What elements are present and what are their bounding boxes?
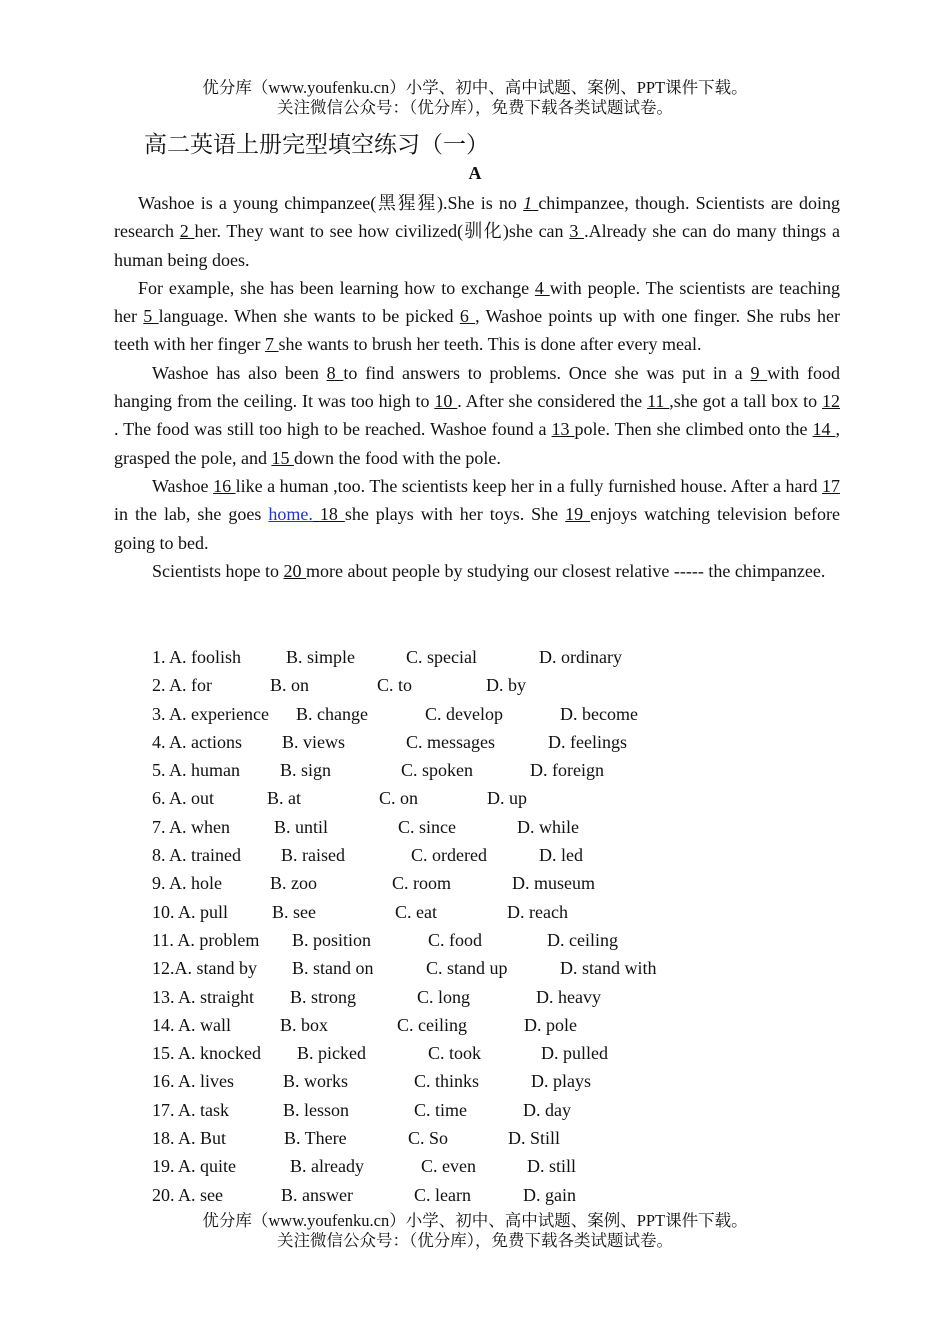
option-d: D. plays: [531, 1071, 591, 1092]
option-b: B. stand on: [292, 958, 374, 979]
option-a: 6. A. out: [152, 788, 215, 809]
option-row: [152, 671, 852, 699]
text: language. When she wants to be picked: [158, 306, 460, 327]
footer-line-2: 关注微信公众号：（优分库），免费下载各类试题试卷。: [277, 1231, 673, 1250]
text: Scientists hope to: [152, 560, 284, 581]
option-d: D. led: [539, 845, 583, 866]
option-a: 4. A. actions: [152, 731, 242, 752]
option-b: B. strong: [290, 986, 357, 1007]
option-d: D. while: [517, 816, 579, 837]
blank-1: 1: [523, 193, 539, 213]
option-c: C. on: [379, 788, 419, 809]
option-row: [152, 1181, 852, 1209]
paragraph-1: [114, 189, 840, 274]
option-row: [152, 643, 852, 671]
text: ,she got a tall box to: [669, 391, 823, 412]
blank-15: 15: [271, 447, 294, 468]
blank-8: 8: [326, 362, 344, 383]
option-c: C. room: [392, 873, 452, 894]
option-d: D. museum: [512, 873, 595, 894]
text: chimpanzee, though. Scientists are doing research: [114, 193, 841, 242]
option-row: [152, 1096, 852, 1124]
paragraph-5: [114, 557, 840, 585]
option-c: C. messages: [406, 731, 495, 752]
option-a: 11. A. problem: [152, 929, 260, 950]
text: with people. The scientists are teaching her: [114, 277, 841, 327]
section-label: A: [468, 163, 482, 183]
option-b: B. at: [267, 788, 301, 809]
text: Washoe is a young chimpanzee(黑猩猩).She is no: [138, 193, 524, 213]
option-d: D. pulled: [541, 1043, 608, 1064]
option-row: [152, 1152, 852, 1180]
cloze-passage: [114, 189, 840, 585]
blank-17: 17: [822, 475, 841, 496]
option-d: D. still: [527, 1156, 577, 1177]
option-row: [152, 813, 852, 841]
blank-19: 19: [565, 504, 591, 525]
option-a: 16. A. lives: [152, 1071, 235, 1092]
option-row: [152, 700, 852, 728]
option-a: 20. A. see: [152, 1184, 223, 1205]
option-b: B. box: [280, 1014, 329, 1035]
option-c: C. thinks: [414, 1071, 480, 1092]
page-title: 高二英语上册完型填空练习（一）: [144, 132, 489, 157]
option-row: [152, 1039, 852, 1067]
option-b: B. position: [292, 929, 372, 950]
option-row: [152, 898, 852, 926]
option-a: 9. A. hole: [152, 873, 222, 894]
text: . The food was still too high to be reached. Washoe found a: [114, 419, 552, 440]
option-d: D. feelings: [548, 731, 627, 752]
text: , grasped the pole, and: [114, 419, 840, 468]
option-b: B. change: [296, 703, 368, 724]
option-row: [152, 1011, 852, 1039]
option-c: C. ordered: [411, 845, 487, 866]
option-c: C. food: [428, 929, 482, 950]
text: .Already she can do many things a human being does.: [114, 221, 841, 270]
option-a: 1. A. foolish: [152, 647, 242, 667]
option-a: 5. A. human: [152, 760, 240, 781]
option-d: D. ceiling: [547, 929, 618, 950]
blank-6: 6: [459, 306, 476, 327]
answer-options: [152, 643, 852, 1209]
option-c: C. to: [377, 675, 413, 696]
blank-12: 12: [822, 391, 841, 412]
option-d: D. pole: [524, 1014, 577, 1035]
text: . After she considered the: [457, 391, 648, 412]
blank-16: 16: [213, 475, 236, 496]
option-a: 17. A. task: [152, 1099, 230, 1120]
option-a: 7. A. when: [152, 816, 230, 837]
option-a: 14. A. wall: [152, 1014, 231, 1035]
option-d: D. foreign: [530, 760, 604, 781]
option-c: C. since: [398, 816, 456, 837]
blank-5: 5: [143, 306, 159, 327]
option-d: D. heavy: [536, 986, 601, 1007]
option-b: B. simple: [286, 647, 356, 667]
option-c: C. long: [417, 986, 471, 1007]
option-a: 3. A. experience: [152, 703, 269, 724]
option-row: [152, 983, 852, 1011]
option-row: [152, 728, 852, 756]
blank-14: 14: [812, 419, 836, 440]
option-c: C. took: [428, 1043, 482, 1064]
option-b: B. see: [272, 901, 316, 922]
option-c: C. even: [421, 1156, 476, 1177]
option-d: D. reach: [507, 901, 568, 922]
option-a: 2. A. for: [152, 675, 212, 696]
text: Washoe has also been: [152, 362, 327, 383]
option-b: B. sign: [280, 760, 332, 781]
text: she plays with her toys. She: [344, 504, 566, 525]
home-link[interactable]: home.: [268, 504, 313, 525]
option-d: D. gain: [523, 1184, 576, 1205]
option-b: B. works: [283, 1071, 349, 1092]
option-b: B. raised: [281, 845, 345, 866]
option-c: C. special: [406, 647, 477, 667]
blank-10: 10: [434, 391, 458, 412]
option-a: 12.A. stand by: [152, 958, 257, 979]
option-a: 10. A. pull: [152, 901, 229, 922]
option-d: D. ordinary: [539, 647, 622, 667]
option-c: C. eat: [395, 901, 437, 922]
text: like a human ,too. The scientists keep her in a fully furnished house. After a hard: [235, 475, 823, 496]
option-a: 19. A. quite: [152, 1156, 236, 1177]
option-d: D. Still: [508, 1128, 561, 1149]
option-row: [152, 869, 852, 897]
paragraph-3: [114, 359, 840, 472]
option-b: B. views: [282, 731, 345, 752]
option-row: [152, 926, 852, 954]
option-a: 15. A. knocked: [152, 1043, 261, 1064]
text: down the food with the pole.: [293, 447, 501, 468]
text: pole. Then she climbed onto the: [574, 419, 813, 440]
header-line-1: 优分库（www.youfenku.cn）小学、初中、高中试题、案例、PPT课件下载。: [202, 78, 748, 97]
blank-13: 13: [551, 419, 575, 440]
blank-11: 11: [647, 391, 670, 412]
option-b: B. until: [274, 816, 329, 837]
text: For example, she has been learning how to exchange: [138, 277, 535, 298]
text: she wants to brush her teeth. This is done after every meal.: [278, 334, 702, 355]
paragraph-4: [114, 472, 840, 557]
text: more about people by studying our closest relative ----- the chimpanzee.: [306, 560, 826, 581]
blank-4: 4: [534, 277, 550, 298]
option-row: [152, 784, 852, 812]
option-row: [152, 1067, 852, 1095]
text: enjoys watching television before going to bed.: [114, 504, 840, 553]
option-row: [152, 756, 852, 784]
option-b: B. answer: [281, 1184, 353, 1205]
text: with food hanging from the ceiling. It was too high to: [114, 362, 840, 412]
option-a: 13. A. straight: [152, 986, 254, 1007]
blank-20: 20: [283, 560, 306, 581]
header-line-2: 关注微信公众号：（优分库），免费下载各类试题试卷。: [277, 98, 673, 117]
blank-3: 3: [569, 221, 585, 242]
footer-line-1: 优分库（www.youfenku.cn）小学、初中、高中试题、案例、PPT课件下载。: [202, 1211, 748, 1230]
option-c: C. develop: [425, 703, 503, 724]
blank-7: 7: [264, 334, 279, 355]
option-b: B. zoo: [270, 873, 317, 894]
option-b: B. already: [290, 1156, 364, 1177]
blank-18: 18: [312, 504, 345, 525]
option-d: D. become: [560, 703, 638, 724]
option-b: B. picked: [297, 1043, 366, 1064]
option-a: 18. A. But: [152, 1128, 227, 1149]
blank-2: 2: [179, 221, 195, 242]
option-row: [152, 954, 852, 982]
option-a: 8. A. trained: [152, 845, 241, 866]
option-c: C. So: [408, 1128, 449, 1149]
option-c: C. time: [414, 1099, 467, 1120]
option-b: B. There: [284, 1128, 347, 1149]
text: Washoe: [152, 475, 214, 496]
option-c: C. spoken: [401, 760, 473, 781]
option-row: [152, 841, 852, 869]
text: in the lab, she goes: [114, 504, 269, 525]
text: her. They want to see how civilized(驯化)she can: [194, 221, 570, 242]
option-d: D. up: [487, 788, 527, 809]
option-b: B. lesson: [283, 1099, 350, 1120]
option-c: C. stand up: [426, 958, 508, 979]
option-c: C. ceiling: [397, 1014, 467, 1035]
option-b: B. on: [270, 675, 310, 696]
text: , Washoe points up with one finger. She rubs her teeth with her finger: [114, 306, 841, 355]
option-c: C. learn: [414, 1184, 471, 1205]
text: to find answers to problems. Once she was put in a: [343, 362, 751, 383]
paragraph-2: [114, 274, 840, 359]
option-d: D. by: [486, 675, 526, 696]
blank-9: 9: [750, 362, 768, 383]
option-d: D. stand with: [560, 958, 657, 979]
option-row: [152, 1124, 852, 1152]
option-d: D. day: [523, 1099, 571, 1120]
